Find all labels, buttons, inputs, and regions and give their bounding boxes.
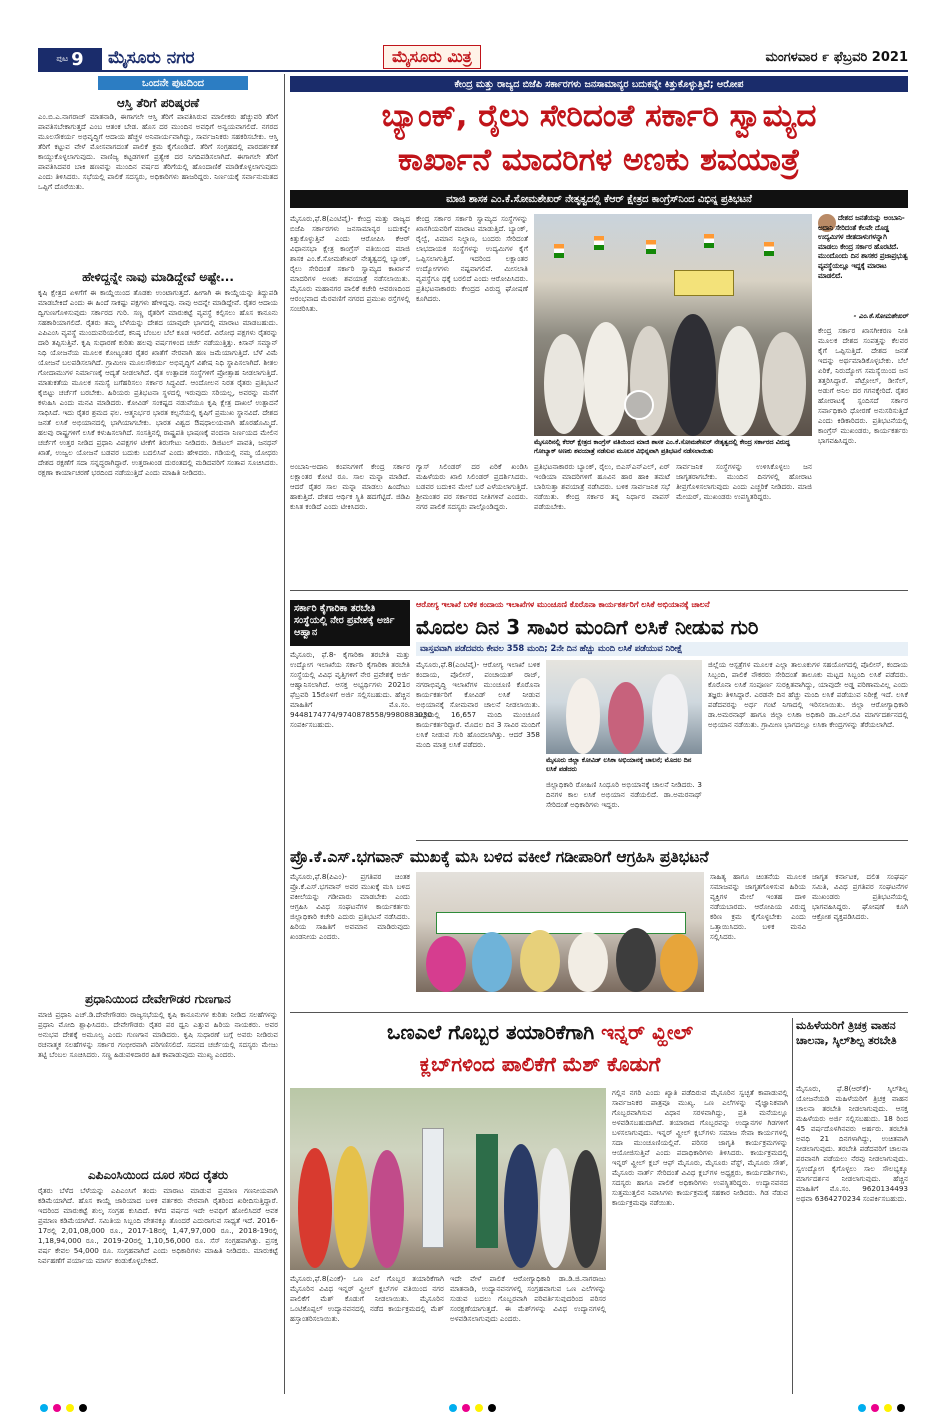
lead-body-col6: ಪ್ರತಿಭಟನಾಕಾರರು ಬ್ಯಾಂಕ್, ರೈಲು, ಬಿಎಸ್‌ಎನ್‌ಎಲ್, ಏರ್ ಇಂಡಿಯಾ ಮಾದರಿಗಳಿಗೆ ಹೂವಿನ ಹಾರ ಹಾಕಿ ತಮಟೆ ಬಾರಿಸುತ್ತಾ ಶವಯಾತ್ರೆ ನಡೆಸಿದರು. ಬಳಿಕ ಸಾರ್ವಜನಿಕ ಸಭೆ ನಡೆಯಿತು. ಕೇಂದ್ರ ಸರ್ಕಾರ ತನ್ನ ನಿರ್ಧಾರ ವಾಪಸ್ ಪಡೆಯಬೇಕು. [534, 462, 670, 511]
left-column [38, 74, 278, 1394]
we-did-what-we-said-heading: ಹೇಳಿದ್ದನ್ನೇ ನಾವು ಮಾಡಿದ್ದೇವೆ ಅಷ್ಟೇ... [82, 270, 234, 284]
lead-photo-caption: ಮೈಸೂರಿನಲ್ಲಿ ಕೆಆರ್ ಕ್ಷೇತ್ರದ ಕಾಂಗ್ರೆಸ್ ವತಿಯಿಂದ ಮಾಜಿ ಶಾಸಕ ಎಂ.ಕೆ.ಸೋಮಶೇಖರ್ ನೇತೃತ್ವದಲ್ಲಿ ಕೇಂದ್ರ ಸರ್ಕಾರದ ವಿರುದ್ಧ ಗೋಬ್ಯಾಕ್ ಅಣಕು ಶವಯಾತ್ರೆ ನಡೆಸುವ ಮೂಲಕ ವಿಭಿನ್ನವಾಗಿ ಪ್ರತಿಭಟನೆ ನಡೆಸಲಾಯಿತು [534, 438, 790, 455]
lead-body-col4: ಅಂಬಾನಿ-ಅದಾನಿ ಕಂಪನಿಗಳಿಗೆ ಕೇಂದ್ರ ಸರ್ಕಾರ ಲಕ್ಷಾಂತರ ಕೋಟಿ ರೂ. ಸಾಲ ಮನ್ನಾ ಮಾಡಿದೆ. ಆದರೆ ರೈತರ ಸಾಲ ಮನ್ನಾ ಮಾಡಲು ಹಿಂದೇಟು ಹಾಕುತ್ತಿದೆ. ದೇಶದ ಆರ್ಥಿಕ ಸ್ಥಿತಿ ಹದಗೆಟ್ಟಿದೆ. ಜಿಡಿಪಿ ಕುಸಿತ ಕಂಡಿದೆ ಎಂದು ಟೀಕಿಸಿದರು. [290, 462, 410, 511]
quote-byline: - ಎಂ.ಕೆ.ಸೋಮಶೇಖರ್ [853, 312, 908, 320]
protester [616, 928, 656, 992]
health-worker [566, 678, 600, 754]
protester [568, 932, 608, 992]
page-label: ಪುಟ [56, 54, 69, 63]
inner-wheel-body-col3: ಗಲ್ಲಿನ ನಗರಿ ಎಂದು ಖ್ಯಾತಿ ಪಡೆದಿರುವ ಮೈಸೂರಿನ ಸ್ವಚ್ಛತೆ ಕಾಪಾಡುವಲ್ಲಿ ಸಾರ್ವಜನಿಕರ ಪಾತ್ರವೂ ಮುಖ್ಯ. ಒಣ ಎಲೆಗಳನ್ನು ವೈಜ್ಞಾನಿಕವಾಗಿ ಗೊಬ್ಬರವಾಗಿಸುವ ವಿಧಾನ ಸರಳವಾಗಿದ್ದು, ಪ್ರತಿ ಮನೆಯಲ್ಲೂ ಅಳವಡಿಸಬಹುದಾಗಿದೆ. ತಯಾರಾದ ಗೊಬ್ಬರವನ್ನು ಉದ್ಯಾನಗಳ ಗಿಡಗಳಿಗೆ ಬಳಸಲಾಗುವುದು. ಇನ್ನರ್ ವ್ಹೀಲ್ ಕ್ಲಬ್‌ಗಳು ಸಮಾಜ ಸೇವಾ ಕಾರ್ಯಗಳಲ್ಲಿ ಸದಾ ಮುಂಚೂಣಿಯಲ್ಲಿವೆ. ಪರಿಸರ ಜಾಗೃತಿ ಕಾರ್ಯಕ್ರಮಗಳನ್ನು ಆಯೋಜಿಸುತ್ತಿವೆ ಎಂದು ಪದಾಧಿಕಾರಿಗಳು ತಿಳಿಸಿದರು. ಕಾರ್ಯಕ್ರಮದಲ್ಲಿ ಇನ್ನರ್ ವ್ಹೀಲ್ ಕ್ಲಬ್ ಆಫ್ ಮೈಸೂರು, ಮೈಸೂರು ವೆಸ್ಟ್, ಮೈಸೂರು ಸೌತ್, ಮೈಸೂರು ನಾರ್ತ್ ಸೇರಿದಂತೆ ವಿವಿಧ ಕ್ಲಬ್‌ಗಳ ಅಧ್ಯಕ್ಷರು, ಕಾರ್ಯದರ್ಶಿಗಳು, ಸದಸ್ಯರು ಹಾಗೂ ಪಾಲಿಕೆ ಅಧಿಕಾರಿಗಳು ಉಪಸ್ಥಿತರಿದ್ದರು. ಉದ್ಯಾನವನದ ಸುತ್ತಮುತ್ತಲಿನ ನಿವಾಸಿಗಳು ಕಾರ್ಯಕ್ರಮಕ್ಕೆ ಸಹಕಾರ ನೀಡಿದರು. ಗಿಡ ನೆಡುವ ಕಾರ್ಯಕ್ರಮವೂ ನಡೆಯಿತು. [612, 1088, 788, 1207]
page-number: 9 [71, 48, 84, 70]
crowd-figure [762, 332, 806, 436]
iti-title: ಸರ್ಕಾರಿ ಕೈಗಾರಿಕಾ ತರಬೇತಿ ಸಂಸ್ಥೆಯಲ್ಲಿ ನೇರ ಪ್ರವೇಶಕ್ಕೆ ಅರ್ಜಿ ಆಹ್ವಾನ [290, 600, 410, 646]
vaccine-headline: ಮೊದಲ ದಿನ 3 ಸಾವಿರ ಮಂದಿಗೆ ಲಸಿಕೆ ನೀಡುವ ಗುರಿ [416, 615, 759, 639]
apmc-body: ರೈತರು ಬೆಳೆದ ಬೆಳೆಯನ್ನು ಎಪಿಎಂಸಿಗೆ ತಂದು ಮಾರಾಟ ಮಾಡುವ ಪ್ರಮಾಣ ಗಣನೀಯವಾಗಿ ಕಡಿಮೆಯಾಗಿದೆ. ಹೊಸ ಕಾಯ್ದೆ ಜಾರಿಯಾದ ಬಳಿಕ ವರ್ತಕರು ನೇರವಾಗಿ ರೈತರಿಂದ ಖರೀದಿಸುತ್ತಿದ್ದಾರೆ. ಇದರಿಂದ ಮಾರುಕಟ್ಟೆ ಶುಲ್ಕ ಸಂಗ್ರಹ ಕುಸಿದಿದೆ. ಕಳೆದ ವರ್ಷದ ಇದೇ ಅವಧಿಗೆ ಹೋಲಿಸಿದರೆ ಆವಕ ಪ್ರಮಾಣ ಕಡಿಮೆಯಾಗಿದೆ. ಸಮಿತಿಯ ಸಿಬ್ಬಂದಿ ವೇತನಕ್ಕೂ ತೊಂದರೆ ಎದುರಾಗುವ ಸಾಧ್ಯತೆ ಇದೆ. 2016-17ರಲ್ಲಿ 2,01,08,000 ರೂ., 2017-18ರಲ್ಲಿ 1,47,97,000 ರೂ., 2018-19ರಲ್ಲಿ 1,18,94,000 ರೂ., 2019-20ರಲ್ಲಿ 1,10,56,000 ರೂ. ಸೆಸ್ ಸಂಗ್ರಹವಾಗಿತ್ತು. ಪ್ರಸಕ್ತ ವರ್ಷ ಕೇವಲ 54,000 ರೂ. ಸಂಗ್ರಹವಾಗಿದೆ ಎಂದು ಅಧಿಕಾರಿಗಳು ಮಾಹಿತಿ ನೀಡಿದರು. ಮಾರುಕಟ್ಟೆ ನಿರ್ವಹಣೆಗೆ ಪರ್ಯಾಯ ಮಾರ್ಗ ಕಂಡುಕೊಳ್ಳಬೇಕಿದೆ. [38, 1186, 278, 1265]
iti-body: ಮೈಸೂರು, ಫೆ.8- ಕೈಗಾರಿಕಾ ತರಬೇತಿ ಮತ್ತು ಉದ್ಯೋಗ ಇಲಾಖೆಯ ಸರ್ಕಾರಿ ಕೈಗಾರಿಕಾ ತರಬೇತಿ ಸಂಸ್ಥೆಯಲ್ಲಿ ವಿವಿಧ ವೃತ್ತಿಗಳಿಗೆ ನೇರ ಪ್ರವೇಶಕ್ಕೆ ಅರ್ಜಿ ಆಹ್ವಾನಿಸಲಾಗಿದೆ. ಆಸಕ್ತ ಅಭ್ಯರ್ಥಿಗಳು 2021ರ ಫೆಬ್ರವರಿ 15ರೊಳಗೆ ಅರ್ಜಿ ಸಲ್ಲಿಸಬಹುದು. ಹೆಚ್ಚಿನ ಮಾಹಿತಿಗೆ ಮೊ.ಸಂ. 9448174774/9740878558/9980883030 ಸಂಪರ್ಕಿಸಬಹುದು. [290, 650, 433, 729]
quote-text: ದೇಶದ ಜನತೆಯನ್ನು ಅಂಬಾನಿ-ಅದಾನಿ ಸೇರಿದಂತೆ ಕೆಲವೇ ದೊಡ್ಡ ಉದ್ಯಮಿಗಳ ಜೀತದಾಳುಗಳನ್ನಾಗಿ ಮಾಡಲು ಕೇಂದ್ರ ಸರ್ಕಾರ ಹೊರಟಿದೆ. ಮುಂದೊಂದು ದಿನ ಶಾಸಕರ ಪ್ರಜಾಪ್ರಭುತ್ವ ವ್ಯವಸ್ಥೆಯಲ್ಲೂ ಇದ್ದಕ್ಕೆ ಮಾರಾಟ ಮಾಡಲಿದೆ. [818, 214, 908, 280]
masthead-rule [38, 70, 908, 72]
inner-wheel-headline-2: ಕ್ಲಬ್‌ಗಳಿಂದ ಪಾಲಿಕೆಗೆ ಮೆಶ್ ಕೊಡುಗೆ [419, 1052, 661, 1076]
congress-flag-2 [594, 236, 604, 250]
bhagwan-headline: ಪ್ರೊ.ಕೆ.ಎಸ್.ಭಗವಾನ್ ಮುಖಕ್ಕೆ ಮಸಿ ಬಳಿದ ವಕೀಲೆ ಗಡೀಪಾರಿಗೆ ಆಗ್ರಹಿಸಿ ಪ್ರತಿಭಟನೆ [290, 848, 709, 866]
drum [624, 390, 654, 420]
placard [674, 270, 734, 296]
women-training-title: ಮಹಿಳೆಯರಿಗೆ ತ್ರಿಚಕ್ರ ವಾಹನ ಚಾಲನಾ, ಸ್ಕಿಲ್‌ಶಿಲ್ಪ ತರಬೇತಿ [796, 1019, 897, 1047]
property-tax-body: ಎಂ.ಬಿ.ಎ.ನಾಗರಾಜ್ ಮಾತನಾಡಿ, ಈಗಾಗಲೇ ಆಸ್ತಿ ತೆರಿಗೆ ಪಾವತಿಸಿರುವ ಮಾಲೀಕರು ಹೆಚ್ಚುವರಿ ತೆರಿಗೆ ಪಾವತಿಸಬೇಕಾಗುತ್ತದೆ ಎಂಬ ಆತಂಕ ಬೇಡ. ಹೊಸ ದರ ಮುಂದಿನ ಅವಧಿಗೆ ಅನ್ವಯವಾಗಲಿದೆ. ನಗರದ ಮೂಲಸೌಕರ್ಯ ಅಭಿವೃದ್ಧಿಗೆ ಆದಾಯ ಹೆಚ್ಚಳ ಅನಿವಾರ್ಯವಾಗಿದ್ದು, ಸಾರ್ವಜನಿಕರು ಸಹಕರಿಸಬೇಕು. ಆಸ್ತಿ ತೆರಿಗೆ ಕಟ್ಟುವ ವೇಳೆ ಮೋಸವಾಗದಂತೆ ಪಾಲಿಕೆ ಕ್ರಮ ಕೈಗೊಂಡಿದೆ. ತೆರಿಗೆ ಸಂಗ್ರಹದಲ್ಲಿ ಪಾರದರ್ಶಕತೆ ಕಾಯ್ದುಕೊಳ್ಳಲಾಗುವುದು. ವಾಣಿಜ್ಯ ಕಟ್ಟಡಗಳಿಗೆ ಪ್ರತ್ಯೇಕ ದರ ನಿಗದಿಪಡಿಸಲಾಗಿದೆ. ಈಗಾಗಲೇ ತೆರಿಗೆ ಪಾವತಿಸಿದವರ ಬಾಕಿ ಹಣವನ್ನು ಮುಂದಿನ ವರ್ಷದ ತೆರಿಗೆಯಲ್ಲಿ ಹೊಂದಾಣಿಕೆ ಮಾಡಿಕೊಳ್ಳಲಾಗುವುದು ಎಂದು ತಿಳಿಸಿದರು. ಸಭೆಯಲ್ಲಿ ಪಾಲಿಕೆ ಸದಸ್ಯರು, ಅಧಿಕಾರಿಗಳು ಹಾಜರಿದ್ದರು. ನಿರ್ಣಯಕ್ಕೆ ಸರ್ವಾನುಮತದ ಒಪ್ಪಿಗೆ ದೊರೆಯಿತು. [38, 112, 278, 191]
vaccine-bottom-rule [416, 840, 908, 841]
health-worker [608, 682, 644, 754]
crowd-figure [670, 314, 716, 436]
bhagwan-body-col2: ಸಾಹಿತ್ಯ ಹಾಗೂ ಚಿಂತನೆಯ ಮೂಲಕ ಸಮಾಜವನ್ನು ಜಾಗೃತಗೊಳಿಸುವ ಹಿರಿಯ ವ್ಯಕ್ತಿಗಳ ಮೇಲೆ ಇಂತಹ ದಾಳಿ ನಡೆಯಬಾರದು. ಆರೋಪಿಯ ವಿರುದ್ಧ ಕಠಿಣ ಕ್ರಮ ಕೈಗೊಳ್ಳಬೇಕು ಎಂದು ಒತ್ತಾಯಿಸಿದರು. ಬಳಿಕ ಮನವಿ ಸಲ್ಲಿಸಿದರು. [710, 872, 806, 941]
protester [660, 934, 698, 992]
quote-box [818, 214, 908, 322]
lead-body-col1: ಮೈಸೂರು,ಫೆ.8(ಎಂಟಿವೈ)- ಕೇಂದ್ರ ಮತ್ತು ರಾಜ್ಯದ ಬಿಜೆಪಿ ಸರ್ಕಾರಗಳು ಜನಸಾಮಾನ್ಯರ ಬದುಕನ್ನೇ ಕಿತ್ತುಕೊಳ್ಳುತ್ತಿವೆ ಎಂದು ಆರೋಪಿಸಿ ಕೆಆರ್ ವಿಧಾನಸಭಾ ಕ್ಷೇತ್ರ ಕಾಂಗ್ರೆಸ್ ವತಿಯಿಂದ ಮಾಜಿ ಶಾಸಕ ಎಂ.ಕೆ.ಸೋಮಶೇಖರ್ ನೇತೃತ್ವದಲ್ಲಿ ಬ್ಯಾಂಕ್, ರೈಲು ಸೇರಿದಂತೆ ಸರ್ಕಾರಿ ಸ್ವಾಮ್ಯದ ಕಾರ್ಖಾನೆ ಮಾದರಿಗಳ ಅಣಕು ಶವಯಾತ್ರೆ ನಡೆಸಲಾಯಿತು. ಮೈಸೂರು ಮಹಾನಗರ ಪಾಲಿಕೆ ಕಚೇರಿ ಆವರಣದಿಂದ ಆರಂಭವಾದ ಮೆರವಣಿಗೆ ನಗರದ ಪ್ರಮುಖ ರಸ್ತೆಗಳಲ್ಲಿ ಸಂಚರಿಸಿತು. [290, 214, 410, 313]
lead-body-col2: ಕೇಂದ್ರ ಸರ್ಕಾರ ಸರ್ಕಾರಿ ಸ್ವಾಮ್ಯದ ಸಂಸ್ಥೆಗಳನ್ನು ಖಾಸಗಿಯವರಿಗೆ ಮಾರಾಟ ಮಾಡುತ್ತಿದೆ. ಬ್ಯಾಂಕ್, ರೈಲ್ವೆ, ವಿಮಾನ ನಿಲ್ದಾಣ, ಬಂದರು ಸೇರಿದಂತೆ ಲಾಭದಾಯಕ ಸಂಸ್ಥೆಗಳನ್ನು ಉದ್ಯಮಿಗಳ ಕೈಗೆ ಒಪ್ಪಿಸಲಾಗುತ್ತಿದೆ. ಇದರಿಂದ ಲಕ್ಷಾಂತರ ಉದ್ಯೋಗಗಳು ನಷ್ಟವಾಗಲಿವೆ. ಮೀಸಲಾತಿ ವ್ಯವಸ್ಥೆಗೂ ಧಕ್ಕೆ ಬರಲಿದೆ ಎಂದು ಆರೋಪಿಸಿದರು. ಪ್ರತಿಭಟನಾಕಾರರು ಕೇಂದ್ರದ ವಿರುದ್ಧ ಘೋಷಣೆ ಕೂಗಿದರು. [416, 214, 528, 303]
pm-devegowda-body: ಮಾಜಿ ಪ್ರಧಾನಿ ಎಚ್.ಡಿ.ದೇವೇಗೌಡರು ರಾಜ್ಯಸಭೆಯಲ್ಲಿ ಕೃಷಿ ಕಾನೂನುಗಳ ಕುರಿತು ನೀಡಿದ ಸಲಹೆಗಳನ್ನು ಪ್ರಧಾನಿ ಮೋದಿ ಶ್ಲಾಘಿಸಿದರು. ದೇವೇಗೌಡರು ರೈತರ ಪರ ಧ್ವನಿ ಎತ್ತುವ ಹಿರಿಯ ನಾಯಕರು. ಅವರ ಅನುಭವ ದೇಶಕ್ಕೆ ಅಮೂಲ್ಯ ಎಂದು ಗುಣಗಾನ ಮಾಡಿದರು. ಕೃಷಿ ಸುಧಾರಣೆ ಬಗ್ಗೆ ಅವರು ನೀಡಿರುವ ರಚನಾತ್ಮಕ ಸಲಹೆಗಳನ್ನು ಸರ್ಕಾರ ಗಂಭೀರವಾಗಿ ಪರಿಗಣಿಸಲಿದೆ. ಸದನದ ಚರ್ಚೆಯಲ್ಲಿ ಸದಸ್ಯರು ಮೇಜು ತಟ್ಟಿ ಬೆಂಬಲ ಸೂಚಿಸಿದರು. ಸಣ್ಣ ಹಿಡುವಳಿದಾರರ ಹಿತ ಕಾಪಾಡುವುದು ಮುಖ್ಯ ಎಂದರು. [38, 1010, 278, 1059]
bhagwan-photo [416, 872, 704, 992]
lead-body-col3: ಕೇಂದ್ರ ಸರ್ಕಾರ ಖಾಸಗೀಕರಣ ನೀತಿ ಮೂಲಕ ದೇಶದ ಸಂಪತ್ತನ್ನು ಕೆಲವರ ಕೈಗೆ ಒಪ್ಪಿಸುತ್ತಿದೆ. ದೇಶದ ಜನತೆ ಇದನ್ನು ಅರ್ಥಮಾಡಿಕೊಳ್ಳಬೇಕು. ಬೆಲೆ ಏರಿಕೆ, ನಿರುದ್ಯೋಗ ಸಮಸ್ಯೆಯಿಂದ ಜನ ತತ್ತರಿಸಿದ್ದಾರೆ. ಪೆಟ್ರೋಲ್, ಡೀಸೆಲ್, ಅಡುಗೆ ಅನಿಲ ದರ ಗಗನಕ್ಕೇರಿದೆ. ರೈತರ ಹೋರಾಟಕ್ಕೆ ಸ್ಪಂದಿಸದೆ ಸರ್ಕಾರ ಸರ್ವಾಧಿಕಾರಿ ಧೋರಣೆ ಅನುಸರಿಸುತ್ತಿದೆ ಎಂದು ಕಿಡಿಕಾರಿದರು. ಪ್ರತಿಭಟನೆಯಲ್ಲಿ ಕಾಂಗ್ರೆಸ್ ಮುಖಂಡರು, ಕಾರ್ಯಕರ್ತರು ಭಾಗವಹಿಸಿದ್ದರು. [818, 326, 908, 445]
club-member [504, 1144, 538, 1268]
property-tax-heading: ಆಸ್ತಿ ತೆರಿಗೆ ಪರಿಷ್ಕರಣೆ [116, 96, 200, 110]
mesh-bin [422, 1128, 444, 1248]
masthead [38, 42, 908, 72]
crowd-figure [544, 334, 584, 434]
vaccine-subhead: ವಾಸ್ತವವಾಗಿ ಪಡೆದವರು ಕೇವಲ 358 ಮಂದಿ; 2ನೇ ದಿನ ಹೆಚ್ಚು ಮಂದಿ ಲಸಿಕೆ ಪಡೆಯುವ ನಿರೀಕ್ಷೆ [416, 642, 908, 656]
congress-flag-5 [764, 242, 774, 256]
lead-body-col7: ಸಾರ್ವಜನಿಕ ಸಂಸ್ಥೆಗಳನ್ನು ಉಳಿಸಿಕೊಳ್ಳಲು ಜನ ಜಾಗೃತರಾಗಬೇಕು. ಮುಂದಿನ ದಿನಗಳಲ್ಲಿ ಹೋರಾಟ ತೀವ್ರಗೊಳಿಸಲಾಗುವುದು ಎಂದು ಎಚ್ಚರಿಕೆ ನೀಡಿದರು. ಮಾಜಿ ಮೇಯರ್, ಮುಖಂಡರು ಉಪಸ್ಥಿತರಿದ್ದರು. [676, 462, 812, 501]
protester [426, 936, 466, 992]
protester [520, 930, 560, 992]
protest-banner [436, 912, 686, 934]
inner-wheel-headline-1a: ಒಣಎಲೆ ಗೊಬ್ಬರ ತಯಾರಿಕೆಗಾಗಿ [387, 1020, 595, 1044]
bhagwan-story [290, 846, 908, 1012]
crowd-figure [718, 326, 760, 436]
we-did-body: ಕೃಷಿ ಕ್ಷೇತ್ರದ ಏಳಿಗೆಗೆ ಈ ಕಾಯ್ದೆಯಿಂದ ತೊಡಕು ಉಂಟಾಗುತ್ತದೆ. ಹೀಗಾಗಿ ಈ ಕಾಯ್ದೆಯನ್ನು ತಿದ್ದುಪಡಿ ಮಾಡಬೇಕಿದೆ ಎಂದು ಈ ಹಿಂದೆ ಸಾಕಷ್ಟು ಪಕ್ಷಗಳು ಹೇಳಿದ್ದವು. ನಾವು ಅದನ್ನೇ ಮಾಡಿದ್ದೇವೆ. ರೈತರ ಆದಾಯ ದ್ವಿಗುಣಗೊಳಿಸುವುದು ಸರ್ಕಾರದ ಗುರಿ. ಸಣ್ಣ ರೈತರಿಗೆ ಮಾರುಕಟ್ಟೆ ವ್ಯವಸ್ಥೆ ಕಲ್ಪಿಸಲು ಹೊಸ ಕಾನೂನು ಸಹಕಾರಿಯಾಗಲಿದೆ. ರೈತರು ತಮ್ಮ ಬೆಳೆಯನ್ನು ದೇಶದ ಯಾವುದೇ ಭಾಗದಲ್ಲಿ ಮಾರಾಟ ಮಾಡಬಹುದು. ಎಪಿಎಂಸಿ ವ್ಯವಸ್ಥೆ ಮುಂದುವರಿಯಲಿದೆ, ಕನಿಷ್ಠ ಬೆಂಬಲ ಬೆಲೆ ಕೂಡ ಇರಲಿದೆ. ವಿರೋಧ ಪಕ್ಷಗಳು ರೈತರನ್ನು ದಾರಿ ತಪ್ಪಿಸುತ್ತಿವೆ. ಕೃಷಿ ಸುಧಾರಣೆ ಕುರಿತು ಹಲವು ವರ್ಷಗಳಿಂದ ಚರ್ಚೆ ನಡೆಯುತ್ತಿತ್ತು. ಕಿಸಾನ್ ಸಮ್ಮಾನ್ ನಿಧಿ ಯೋಜನೆಯ ಮೂಲಕ ಕೋಟ್ಯಂತರ ರೈತರ ಖಾತೆಗೆ ನೇರವಾಗಿ ಹಣ ಜಮೆಯಾಗುತ್ತಿದೆ. ಬೆಳೆ ವಿಮೆ ಯೋಜನೆ ಬಲಪಡಿಸಲಾಗಿದೆ. ಗ್ರಾಮೀಣ ಮೂಲಸೌಕರ್ಯ ಅಭಿವೃದ್ಧಿಗೆ ವಿಶೇಷ ನಿಧಿ ಸ್ಥಾಪಿಸಲಾಗಿದೆ. ಶೀತಲ ಗೋದಾಮುಗಳ ನಿರ್ಮಾಣಕ್ಕೆ ಆದ್ಯತೆ ನೀಡಲಾಗಿದೆ. ರೈತ ಉತ್ಪಾದಕ ಸಂಸ್ಥೆಗಳಿಗೆ ಪ್ರೋತ್ಸಾಹ ನೀಡಲಾಗುತ್ತಿದೆ. ಮಾತುಕತೆಯ ಮೂಲಕ ಸಮಸ್ಯೆ ಬಗೆಹರಿಸಲು ಸರ್ಕಾರ ಸಿದ್ಧವಿದೆ. ಆಂದೋಲನ ನಿರತ ರೈತರು ಪ್ರತಿಭಟನೆ ಕೈಬಿಟ್ಟು ಚರ್ಚೆಗೆ ಬರಬೇಕು. ಹಿರಿಯರು ಪ್ರತಿಭಟನಾ ಸ್ಥಳದಲ್ಲಿ ಇರುವುದು ಸರಿಯಲ್ಲ, ಅವರನ್ನು ಮನೆಗೆ ಕಳುಹಿಸಿ ಎಂದು ಮನವಿ ಮಾಡಿದರು. ಕೋವಿಡ್ ಸಂಕಷ್ಟದ ನಡುವೆಯೂ ಕೃಷಿ ಕ್ಷೇತ್ರ ದಾಖಲೆ ಉತ್ಪಾದನೆ ಸಾಧಿಸಿದೆ. ಇದು ರೈತರ ಶ್ರಮದ ಫಲ. ಆತ್ಮನಿರ್ಭರ ಭಾರತ ಕಲ್ಪನೆಯಲ್ಲಿ ಕೃಷಿಗೆ ಪ್ರಮುಖ ಸ್ಥಾನವಿದೆ. ದೇಶದ ಜನತೆ ಲಸಿಕೆ ಅಭಿಯಾನದಲ್ಲಿ ಭಾಗಿಯಾಗಬೇಕು. ಭಾರತ ವಿಶ್ವದ ಔಷಧಾಲಯವಾಗಿ ಹೊರಹೊಮ್ಮಿದೆ. ಹಲವು ರಾಷ್ಟ್ರಗಳಿಗೆ ಲಸಿಕೆ ಕಳುಹಿಸಲಾಗಿದೆ. ಸಂಸತ್ತಿನಲ್ಲಿ ರಾಷ್ಟ್ರಪತಿ ಭಾಷಣಕ್ಕೆ ವಂದನಾ ನಿರ್ಣಯದ ಮೇಲಿನ ಚರ್ಚೆಗೆ ಉತ್ತರ ನೀಡಿದ ಪ್ರಧಾನಿ ವಿಪಕ್ಷಗಳ ಟೀಕೆಗೆ ತಿರುಗೇಟು ನೀಡಿದರು. ಡಿಜಿಟಲ್ ಪಾವತಿ, ಜನಧನ್ ಖಾತೆ, ಉಜ್ವಲ ಯೋಜನೆ ಬಡವರ ಬದುಕು ಬದಲಿಸಿವೆ ಎಂದು ಹೇಳಿದರು. ಗಡಿಯಲ್ಲಿ ನಮ್ಮ ಯೋಧರು ದೇಶದ ರಕ್ಷಣೆಗೆ ಸದಾ ಸನ್ನದ್ಧರಾಗಿದ್ದಾರೆ. ಉತ್ತರಾಖಂಡ ದುರಂತದಲ್ಲಿ ಮಡಿದವರಿಗೆ ಸಂತಾಪ ಸೂಚಿಸಿದರು. ರಕ್ಷಣಾ ಕಾರ್ಯಾಚರಣೆ ಭರದಿಂದ ನಡೆಯುತ್ತಿದೆ ಎಂದು ಮಾಹಿತಿ ನೀಡಿದರು. [38, 288, 278, 477]
lead-story [290, 74, 908, 590]
vaccine-body-col2: ಜಿಲ್ಲಾಧಿಕಾರಿ ರೋಹಿಣಿ ಸಿಂಧೂರಿ ಅಭಿಯಾನಕ್ಕೆ ಚಾಲನೆ ನೀಡಿದರು. 3 ದಿನಗಳ ಕಾಲ ಲಸಿಕೆ ಅಭಿಯಾನ ನಡೆಯಲಿದೆ. ಡಾ.ಅಮರನಾಥ್ ಸೇರಿದಂತೆ ಅಧಿಕಾರಿಗಳು ಇದ್ದರು. [546, 780, 702, 809]
club-member [298, 1148, 332, 1268]
page-number-box [38, 48, 102, 70]
club-member [540, 1148, 570, 1268]
iti-box [290, 600, 433, 820]
lead-headline-1: ಬ್ಯಾಂಕ್, ರೈಲು ಸೇರಿದಂತೆ ಸರ್ಕಾರಿ ಸ್ವಾಮ್ಯದ [381, 98, 817, 134]
registration-marks-icon [0, 1404, 945, 1416]
issue-date: ಮಂಗಳವಾರ ೯ ಫೆಬ್ರವರಿ 2021 [765, 50, 908, 65]
continued-band: ಒಂದನೇ ಪುಟದಿಂದ [98, 76, 248, 90]
lead-photo [534, 214, 812, 436]
protester [472, 932, 512, 992]
pm-praises-devegowda-heading: ಪ್ರಧಾನಿಯಿಂದ ದೇವೇಗೌಡರ ಗುಣಗಾನ [85, 992, 231, 1006]
lead-kicker: ಕೇಂದ್ರ ಮತ್ತು ರಾಜ್ಯದ ಬಿಜೆಪಿ ಸರ್ಕಾರಗಳು ಜನಸಾಮಾನ್ಯರ ಬದುಕನ್ನೇ ಕಿತ್ತುಕೊಳ್ಳುತ್ತಿವೆ; ಆರೋಪ [290, 76, 908, 92]
health-worker [652, 674, 688, 754]
club-member [570, 1150, 602, 1268]
vaccine-body-col3: ಜಿಲ್ಲೆಯ ಆಸ್ಪತ್ರೆಗಳ ಮೂಲಕ ಎಲ್ಲಾ ತಾಲೂಕುಗಳ ಸಹಯೋಗದಲ್ಲಿ ಪೊಲೀಸ್, ಕಂದಾಯ ಸಿಬ್ಬಂದಿ, ಪಾಲಿಕೆ ನೌಕರರು ಸೇರಿದಂತೆ ತಾಲೂಕು ಮಟ್ಟದ ಸಿಬ್ಬಂದಿ ಲಸಿಕೆ ಪಡೆದರು. ಕೊರೊನಾ ಲಸಿಕೆ ಸಂಪೂರ್ಣ ಸುರಕ್ಷಿತವಾಗಿದ್ದು, ಯಾವುದೇ ಅಡ್ಡ ಪರಿಣಾಮವಿಲ್ಲ ಎಂದು ತಜ್ಞರು ತಿಳಿಸಿದ್ದಾರೆ. ಎರಡನೇ ದಿನ ಹೆಚ್ಚು ಮಂದಿ ಲಸಿಕೆ ಪಡೆಯುವ ನಿರೀಕ್ಷೆ ಇದೆ. ಲಸಿಕೆ ಪಡೆದವರನ್ನು ಅರ್ಧ ಗಂಟೆ ನಿಗಾದಲ್ಲಿ ಇರಿಸಲಾಯಿತು. ಜಿಲ್ಲಾ ಆರೋಗ್ಯಾಧಿಕಾರಿ ಡಾ.ಅಮರನಾಥ್ ಹಾಗೂ ಜಿಲ್ಲಾ ಲಸಿಕಾ ಅಧಿಕಾರಿ ಡಾ.ಎಲ್.ರವಿ ಮಾರ್ಗದರ್ಶನದಲ್ಲಿ ಅಭಿಯಾನ ನಡೆಯಿತು. ಗ್ರಾಮೀಣ ಭಾಗದಲ್ಲೂ ಲಸಿಕಾ ಕೇಂದ್ರಗಳನ್ನು ತೆರೆಯಲಾಗಿದೆ. [708, 660, 908, 729]
vaccine-kicker: ಆರೋಗ್ಯ ಇಲಾಖೆ ಬಳಿಕ ಕಂದಾಯ ಇಲಾಖೆಗಳ ಮುಂಚೂಣಿ ಕೊರೊನಾ ಕಾರ್ಯಕರ್ತರಿಗೆ ಲಸಿಕೆ ಅಭಿಯಾನಕ್ಕೆ ಚಾಲನೆ [416, 600, 710, 609]
club-member [334, 1146, 368, 1268]
paper-logo: ಮೈಸೂರು ಮಿತ್ರ [383, 45, 481, 69]
inner-wheel-story [290, 1018, 790, 1394]
lead-subhead: ಮಾಜಿ ಶಾಸಕ ಎಂ.ಕೆ.ಸೋಮಶೇಖರ್ ನೇತೃತ್ವದಲ್ಲಿ ಕೆಆರ್ ಕ್ಷೇತ್ರದ ಕಾಂಗ್ರೆಸ್‌ನಿಂದ ವಿಭಿನ್ನ ಪ್ರತಿಭಟನೆ [290, 190, 908, 208]
left-column-divider [284, 74, 285, 1394]
lead-body-col5: ಗ್ಯಾಸ್ ಸಿಲಿಂಡರ್ ದರ ಏರಿಕೆ ಖಂಡಿಸಿ ಮಹಿಳೆಯರು ಖಾಲಿ ಸಿಲಿಂಡರ್ ಪ್ರದರ್ಶಿಸಿದರು. ಬಡವರ ಬದುಕಿನ ಮೇಲೆ ಬರೆ ಎಳೆಯಲಾಗುತ್ತಿದೆ. ಶ್ರೀಮಂತರ ಪರ ಸರ್ಕಾರದ ನೀತಿಗಳಿವೆ ಎಂದರು. ನಗರ ಪಾಲಿಕೆ ಸದಸ್ಯರು ಪಾಲ್ಗೊಂಡಿದ್ದರು. [416, 462, 528, 511]
inner-wheel-body-col2: ಇದೇ ವೇಳೆ ಪಾಲಿಕೆ ಆರೋಗ್ಯಾಧಿಕಾರಿ ಡಾ.ಡಿ.ಜಿ.ನಾಗರಾಜು ಮಾತನಾಡಿ, ಉದ್ಯಾನವನಗಳಲ್ಲಿ ಸಂಗ್ರಹವಾಗುವ ಒಣ ಎಲೆಗಳನ್ನು ಸುಡುವ ಬದಲು ಗೊಬ್ಬರವಾಗಿ ಪರಿವರ್ತಿಸುವುದರಿಂದ ಪರಿಸರ ಸಂರಕ್ಷಣೆಯಾಗುತ್ತದೆ. ಈ ಮೆಶ್‌ಗಳನ್ನು ವಿವಿಧ ಉದ್ಯಾನಗಳಲ್ಲಿ ಅಳವಡಿಸಲಾಗುವುದು ಎಂದರು. [450, 1274, 606, 1323]
inner-wheel-headline-1 [290, 1018, 790, 1046]
vaccine-story [416, 600, 908, 840]
mesh-bin [476, 1134, 498, 1248]
vaccine-body-col1: ಮೈಸೂರು,ಫೆ.8(ಎಂಟಿವೈ)- ಆರೋಗ್ಯ ಇಲಾಖೆ ಬಳಿಕ ಕಂದಾಯ, ಪೊಲೀಸ್, ಪಂಚಾಯತ್ ರಾಜ್, ನಗರಾಭಿವೃದ್ಧಿ ಇಲಾಖೆಗಳ ಮುಂಚೂಣಿ ಕೊರೊನಾ ಕಾರ್ಯಕರ್ತರಿಗೆ ಕೋವಿಡ್ ಲಸಿಕೆ ನೀಡುವ ಅಭಿಯಾನಕ್ಕೆ ಸೋಮವಾರ ಚಾಲನೆ ನೀಡಲಾಯಿತು. ಜಿಲ್ಲೆಯಲ್ಲಿ 16,657 ಮಂದಿ ಮುಂಚೂಣಿ ಕಾರ್ಯಕರ್ತರಿದ್ದಾರೆ. ಮೊದಲ ದಿನ 3 ಸಾವಿರ ಮಂದಿಗೆ ಲಸಿಕೆ ನೀಡುವ ಗುರಿ ಹೊಂದಲಾಗಿತ್ತು. ಆದರೆ 358 ಮಂದಿ ಮಾತ್ರ ಲಸಿಕೆ ಪಡೆದರು. [416, 660, 540, 749]
lead-headline-2: ಕಾರ್ಖಾನೆ ಮಾದರಿಗಳ ಅಣಕು ಶವಯಾತ್ರೆ [398, 142, 800, 178]
vaccine-photo-caption: ಮೈಸೂರು ಜಿಲ್ಲಾ ಕೋವಿಡ್ ಲಸಿಕಾ ಅಭಿಯಾನಕ್ಕೆ ಚಾಲನೆ; ಮೊದಲ ದಿನ ಲಸಿಕೆ ಪಡೆದರು [546, 756, 692, 773]
bhagwan-body-col3: ಜಾಗೃತ ಕರ್ನಾಟಕ, ದಲಿತ ಸಂಘರ್ಷ ಸಮಿತಿ, ವಿವಿಧ ಪ್ರಗತಿಪರ ಸಂಘಟನೆಗಳ ಮುಖಂಡರು ಪ್ರತಿಭಟನೆಯಲ್ಲಿ ಭಾಗವಹಿಸಿದ್ದರು. ಘೋಷಣೆ ಕೂಗಿ ಆಕ್ರೋಶ ವ್ಯಕ್ತಪಡಿಸಿದರು. [812, 872, 908, 921]
apmc-heading: ಎಪಿಎಂಸಿಯಿಂದ ದೂರ ಸರಿದ ರೈತರು [87, 1168, 229, 1182]
women-training-box [796, 1018, 908, 1394]
vaccine-photo [546, 660, 702, 754]
section-title: ಮೈಸೂರು ನಗರ [108, 48, 195, 68]
inner-wheel-headline-1b: ಇನ್ನರ್ ವ್ಹೀಲ್ [601, 1020, 693, 1044]
congress-flag-4 [704, 234, 714, 248]
lead-bottom-rule [290, 590, 908, 591]
bhagwan-body-col1: ಮೈಸೂರು,ಫೆ.8(ಪಿಎಂ)- ಪ್ರಗತಿಪರ ಚಿಂತಕ ಪ್ರೊ.ಕೆ.ಎಸ್.ಭಗವಾನ್ ಅವರ ಮುಖಕ್ಕೆ ಮಸಿ ಬಳಿದ ವಕೀಲೆಯನ್ನು ಗಡೀಪಾರು ಮಾಡಬೇಕು ಎಂದು ಆಗ್ರಹಿಸಿ ವಿವಿಧ ಸಂಘಟನೆಗಳ ಕಾರ್ಯಕರ್ತರು ಜಿಲ್ಲಾಧಿಕಾರಿ ಕಚೇರಿ ಎದುರು ಪ್ರತಿಭಟನೆ ನಡೆಸಿದರು. ಹಿರಿಯ ಸಾಹಿತಿಗೆ ಅವಮಾನ ಮಾಡಿರುವುದು ಖಂಡನೀಯ ಎಂದರು. [290, 872, 410, 941]
club-member [370, 1150, 404, 1268]
congress-flag-3 [646, 240, 656, 254]
inner-wheel-photo [290, 1088, 606, 1270]
congress-flag-1 [554, 244, 564, 258]
women-training-body: ಮೈಸೂರು, ಫೆ.8(ಆರ್‌ಕೆ)- ಸ್ಕಿಲ್‌ಶಿಲ್ಪ ಯೋಜನೆಯಡಿ ಮಹಿಳೆಯರಿಗೆ ತ್ರಿಚಕ್ರ ವಾಹನ ಚಾಲನಾ ತರಬೇತಿ ನೀಡಲಾಗುವುದು. ಆಸಕ್ತ ಮಹಿಳೆಯರು ಅರ್ಜಿ ಸಲ್ಲಿಸಬಹುದು. 18 ರಿಂದ 45 ವರ್ಷದೊಳಗಿನವರು ಅರ್ಹರು. ತರಬೇತಿ ಅವಧಿ 21 ದಿನಗಳಾಗಿದ್ದು, ಉಚಿತವಾಗಿ ನೀಡಲಾಗುವುದು. ತರಬೇತಿ ಪಡೆದವರಿಗೆ ಚಾಲನಾ ಪರವಾನಗಿ ಪಡೆಯಲು ನೆರವು ನೀಡಲಾಗುವುದು. ಸ್ವಉದ್ಯೋಗ ಕೈಗೊಳ್ಳಲು ಸಾಲ ಸೌಲಭ್ಯಕ್ಕೂ ಮಾರ್ಗದರ್ಶನ ನೀಡಲಾಗುವುದು. ಹೆಚ್ಚಿನ ಮಾಹಿತಿಗೆ ಮೊ.ಸಂ. 9620134493 ಅಥವಾ 6364270234 ಸಂಪರ್ಕಿಸಬಹುದು. [796, 1084, 908, 1203]
inner-wheel-body-col1: ಮೈಸೂರು,ಫೆ.8(ಎಂಕೆ)- ಒಣ ಎಲೆ ಗೊಬ್ಬರ ತಯಾರಿಕೆಗಾಗಿ ಮೈಸೂರಿನ ವಿವಿಧ ಇನ್ನರ್ ವ್ಹೀಲ್ ಕ್ಲಬ್‌ಗಳ ವತಿಯಿಂದ ನಗರ ಪಾಲಿಕೆಗೆ ಮೆಶ್ ಕೊಡುಗೆ ನೀಡಲಾಯಿತು. ಮೈಸೂರಿನ ಒಂಟಿಕೊಪ್ಪಲ್ ಉದ್ಯಾನವನದಲ್ಲಿ ನಡೆದ ಕಾರ್ಯಕ್ರಮದಲ್ಲಿ ಮೆಶ್ ಹಸ್ತಾಂತರಿಸಲಾಯಿತು. [290, 1274, 444, 1323]
crowd-figure [584, 322, 628, 436]
women-box-divider [792, 1018, 793, 1394]
bhagwan-bottom-rule [290, 1012, 908, 1013]
